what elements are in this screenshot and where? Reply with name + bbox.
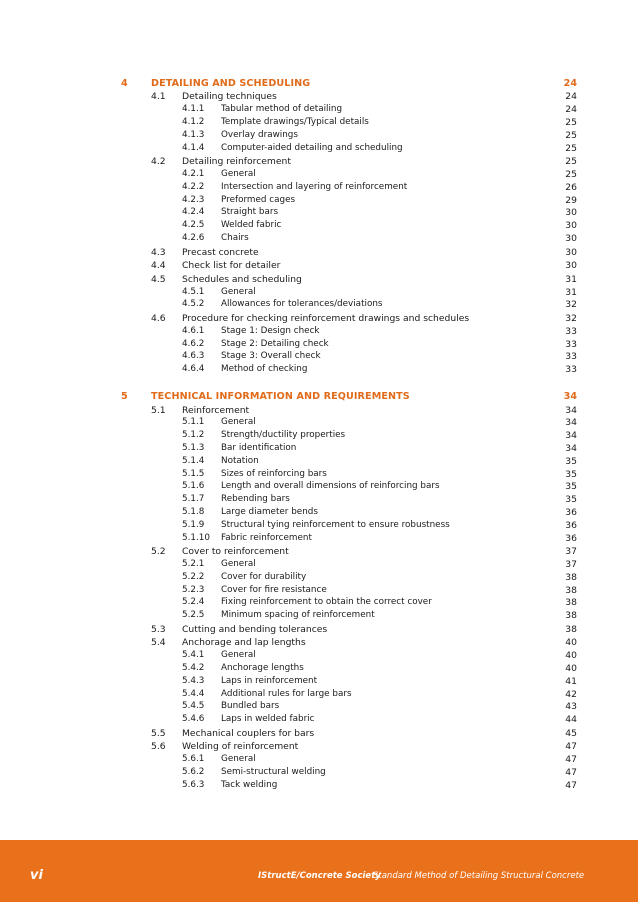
toc-subsection-row bbox=[0, 219, 638, 232]
toc-entry-title: Stage 3: Overall check bbox=[221, 351, 321, 362]
toc-entry-title: Check list for detailer bbox=[182, 260, 281, 272]
toc-entry-page: 42 bbox=[565, 688, 577, 700]
toc-subsection-row bbox=[0, 584, 638, 597]
toc-entry-page: 26 bbox=[565, 181, 577, 193]
toc-entry-title: Bar identification bbox=[221, 443, 297, 453]
toc-entry-title: Cover to reinforcement bbox=[182, 546, 289, 558]
toc-entry-number: 5.4.2 bbox=[182, 663, 205, 673]
toc-entry-page: 31 bbox=[565, 286, 577, 298]
toc-entry-page: 25 bbox=[565, 129, 577, 141]
toc-entry-number: 5.1.1 bbox=[182, 417, 205, 428]
toc-entry-title: General bbox=[221, 559, 256, 569]
toc-entry-title: Length and overall dimensions of reinforcing bars bbox=[221, 481, 440, 492]
toc-entry-title: Rebending bars bbox=[221, 494, 290, 505]
toc-entry-number: 5.6.2 bbox=[182, 767, 205, 777]
toc-entry-page: 25 bbox=[565, 169, 577, 180]
toc-entry-title: Template drawings/Typical details bbox=[221, 117, 369, 127]
toc-subsection-row bbox=[0, 338, 638, 351]
toc-subsection-row bbox=[0, 596, 638, 609]
toc-subsection-row bbox=[0, 571, 638, 584]
toc-entry-page: 47 bbox=[565, 754, 577, 766]
toc-entry-number: 4.1.1 bbox=[182, 104, 205, 115]
toc-entry-title: Anchorage lengths bbox=[221, 663, 304, 673]
toc-subsection-row bbox=[0, 506, 638, 519]
toc-section-row bbox=[0, 246, 638, 259]
toc-entry-page: 36 bbox=[565, 519, 577, 531]
toc-entry-number: 4 bbox=[121, 78, 128, 89]
footer-brand: IStructE/Concrete Society bbox=[258, 871, 381, 881]
toc-section-row bbox=[0, 623, 638, 636]
toc-entry-number: 5.6 bbox=[151, 741, 166, 753]
toc-entry-title: TECHNICAL INFORMATION AND REQUIREMENTS bbox=[151, 391, 410, 403]
toc-subsection-row bbox=[0, 298, 638, 311]
toc-entry-page: 43 bbox=[565, 701, 577, 713]
toc-entry-number: 4.2.2 bbox=[182, 181, 205, 192]
toc-entry-title: Laps in reinforcement bbox=[221, 675, 318, 686]
toc-entry-number: 5.1 bbox=[151, 404, 166, 416]
toc-entry-title: Precast concrete bbox=[182, 246, 259, 258]
toc-entry-number: 5.6.3 bbox=[182, 779, 205, 790]
toc-section-row bbox=[0, 740, 638, 753]
toc-subsection-row bbox=[0, 766, 638, 779]
toc-entry-number: 4.6.3 bbox=[182, 351, 205, 362]
toc-entry-page: 40 bbox=[565, 663, 577, 674]
toc-entry-number: 5.2.2 bbox=[182, 571, 205, 582]
toc-entry-title: Welding of reinforcement bbox=[182, 741, 299, 753]
toc-entry-number: 5.4 bbox=[151, 637, 166, 649]
toc-entry-page: 38 bbox=[565, 571, 577, 583]
toc-entry-title: Minimum spacing of reinforcement bbox=[221, 610, 375, 621]
toc-entry-number: 4.2.1 bbox=[182, 169, 205, 179]
toc-entry-number: 5.4.1 bbox=[182, 650, 205, 661]
toc-entry-number: 4.6 bbox=[151, 313, 166, 324]
toc-entry-title: Mechanical couplers for bars bbox=[182, 727, 315, 739]
toc-entry-title: General bbox=[221, 754, 256, 765]
toc-entry-number: 5.1.2 bbox=[182, 430, 205, 441]
toc-entry-number: 5.4.5 bbox=[182, 701, 205, 712]
toc-subsection-row bbox=[0, 325, 638, 338]
toc-entry-number: 5.2 bbox=[151, 546, 166, 558]
toc-entry-page: 34 bbox=[565, 430, 577, 442]
toc-entry-title: Fixing reinforcement to obtain the correct cover bbox=[221, 597, 432, 608]
toc-entry-page: 30 bbox=[565, 233, 577, 244]
toc-entry-page: 36 bbox=[565, 507, 577, 518]
toc-entry-number: 4.5.2 bbox=[182, 299, 205, 310]
toc-subsection-row bbox=[0, 103, 638, 116]
toc-subsection-row bbox=[0, 416, 638, 429]
toc-subsection-row bbox=[0, 700, 638, 713]
toc-entry-page: 35 bbox=[565, 481, 577, 493]
toc-section-row bbox=[0, 636, 638, 649]
toc-entry-number: 5.3 bbox=[151, 623, 166, 635]
toc-entry-number: 4.5 bbox=[151, 273, 166, 285]
toc-chapter-row bbox=[0, 390, 638, 403]
toc-subsection-row bbox=[0, 181, 638, 194]
toc-subsection-row bbox=[0, 609, 638, 622]
toc-entry-page: 25 bbox=[565, 117, 577, 128]
toc-entry-page: 29 bbox=[565, 194, 577, 206]
toc-entry-number: 5.6.1 bbox=[182, 754, 205, 765]
toc-entry-title: Notation bbox=[221, 455, 259, 466]
toc-section-row bbox=[0, 273, 638, 286]
toc-subsection-row bbox=[0, 468, 638, 481]
toc-entry-title: Method of checking bbox=[221, 364, 308, 375]
toc-entry-title: Laps in welded fabric bbox=[221, 714, 315, 725]
toc-entry-number: 4.6.2 bbox=[182, 338, 205, 349]
toc-subsection-row bbox=[0, 532, 638, 545]
toc-entry-number: 4.2 bbox=[151, 156, 166, 168]
toc-entry-page: 47 bbox=[565, 767, 577, 778]
toc-entry-page: 38 bbox=[565, 584, 577, 596]
toc-entry-page: 35 bbox=[565, 455, 577, 467]
toc-entry-number: 5 bbox=[121, 391, 128, 403]
toc-section-row bbox=[0, 90, 638, 103]
toc-entry-page: 30 bbox=[565, 220, 577, 232]
toc-subsection-row bbox=[0, 350, 638, 363]
toc-subsection-row bbox=[0, 168, 638, 181]
toc-entry-title: Semi-structural welding bbox=[221, 767, 326, 777]
toc-subsection-row bbox=[0, 519, 638, 532]
toc-entry-number: 5.2.3 bbox=[182, 584, 205, 595]
toc-entry-page: 33 bbox=[565, 351, 577, 363]
toc-entry-page: 24 bbox=[565, 104, 577, 116]
toc-entry-page: 47 bbox=[565, 779, 577, 791]
toc-entry-title: Reinforcement bbox=[182, 404, 250, 416]
toc-subsection-row bbox=[0, 194, 638, 207]
toc-entry-number: 4.1.3 bbox=[182, 129, 205, 140]
toc-entry-page: 38 bbox=[565, 597, 577, 609]
toc-entry-page: 24 bbox=[565, 91, 577, 103]
toc-chapter-row bbox=[0, 77, 638, 90]
toc-entry-title: Bundled bars bbox=[221, 701, 280, 712]
toc-section-row bbox=[0, 312, 638, 325]
toc-entry-title: Tack welding bbox=[221, 779, 278, 790]
toc-entry-title: Strength/ductility properties bbox=[221, 430, 346, 441]
toc-entry-title: General bbox=[221, 286, 256, 297]
toc-entry-number: 4.2.4 bbox=[182, 207, 205, 218]
toc-entry-title: Additional rules for large bars bbox=[221, 688, 352, 699]
toc-entry-page: 41 bbox=[565, 675, 577, 687]
toc-subsection-row bbox=[0, 713, 638, 726]
toc-entry-page: 31 bbox=[565, 273, 577, 285]
toc-entry-number: 4.1.4 bbox=[182, 142, 205, 153]
toc-entry-number: 4.6.1 bbox=[182, 325, 205, 336]
toc-entry-number: 5.2.5 bbox=[182, 610, 205, 621]
toc-entry-number: 4.2.3 bbox=[182, 194, 205, 205]
toc-subsection-row bbox=[0, 129, 638, 142]
toc-entry-page: 34 bbox=[565, 443, 577, 454]
toc-entry-page: 32 bbox=[565, 299, 577, 311]
toc-section-row bbox=[0, 727, 638, 740]
toc-entry-page: 30 bbox=[565, 207, 577, 219]
toc-entry-number: 5.5 bbox=[151, 727, 166, 739]
toc-entry-title: Intersection and layering of reinforcement bbox=[221, 181, 408, 192]
toc-entry-number: 5.2.1 bbox=[182, 559, 205, 569]
toc-entry-title: DETAILING AND SCHEDULING bbox=[151, 78, 311, 89]
toc-entry-page: 38 bbox=[565, 610, 577, 622]
toc-entry-number: 5.2.4 bbox=[182, 597, 205, 608]
toc-entry-title: Welded fabric bbox=[221, 220, 282, 231]
toc-entry-title: Detailing techniques bbox=[182, 91, 277, 103]
toc-entry-page: 37 bbox=[565, 546, 577, 558]
toc-entry-title: Fabric reinforcement bbox=[221, 532, 312, 543]
toc-entry-title: Stage 1: Design check bbox=[221, 325, 320, 336]
toc-entry-title: Procedure for checking reinforcement drawings and schedules bbox=[182, 313, 470, 324]
toc-entry-number: 5.4.4 bbox=[182, 688, 205, 699]
toc-entry-page: 40 bbox=[565, 637, 577, 649]
toc-entry-page: 34 bbox=[563, 391, 577, 403]
toc-entry-page: 33 bbox=[565, 325, 577, 337]
toc-entry-number: 4.5.1 bbox=[182, 286, 205, 297]
toc-entry-page: 25 bbox=[565, 142, 577, 154]
toc-subsection-row bbox=[0, 688, 638, 701]
toc-entry-title: Allowances for tolerances/deviations bbox=[221, 299, 383, 310]
toc-entry-title: Straight bars bbox=[221, 207, 279, 218]
toc-entry-title: Cover for fire resistance bbox=[221, 584, 327, 595]
toc-entry-number: 4.4 bbox=[151, 260, 166, 272]
toc-entry-number: 5.4.6 bbox=[182, 714, 205, 725]
toc-entry-number: 5.4.3 bbox=[182, 675, 205, 686]
footer-document-title: Standard Method of Detailing Structural Concrete bbox=[373, 871, 585, 881]
toc-section-row bbox=[0, 155, 638, 168]
toc-entry-number: 5.1.8 bbox=[182, 507, 205, 517]
toc-entry-title: Cover for durability bbox=[221, 571, 307, 582]
toc-entry-title: Detailing reinforcement bbox=[182, 156, 291, 168]
toc-entry-page: 33 bbox=[565, 338, 577, 350]
toc-subsection-row bbox=[0, 753, 638, 766]
toc-subsection-row bbox=[0, 558, 638, 571]
toc-entry-page: 32 bbox=[565, 313, 577, 324]
toc-entry-page: 45 bbox=[565, 727, 577, 739]
toc-entry-title: General bbox=[221, 417, 256, 428]
toc-entry-number: 4.6.4 bbox=[182, 364, 205, 375]
toc-entry-page: 37 bbox=[565, 559, 577, 570]
toc-subsection-row bbox=[0, 429, 638, 442]
toc-entry-page: 34 bbox=[565, 404, 577, 416]
toc-subsection-row bbox=[0, 649, 638, 662]
toc-entry-number: 5.1.7 bbox=[182, 494, 205, 505]
toc-subsection-row bbox=[0, 442, 638, 455]
toc-subsection-row bbox=[0, 206, 638, 219]
toc-entry-number: 5.1.3 bbox=[182, 443, 205, 453]
toc-entry-page: 34 bbox=[565, 417, 577, 429]
toc-entry-title: Cutting and bending tolerances bbox=[182, 623, 328, 635]
toc-entry-number: 4.2.5 bbox=[182, 220, 205, 231]
toc-subsection-row bbox=[0, 493, 638, 506]
toc-entry-number: 4.1.2 bbox=[182, 117, 205, 127]
toc-entry-page: 36 bbox=[565, 532, 577, 544]
toc-subsection-row bbox=[0, 116, 638, 129]
toc-entry-number: 4.2.6 bbox=[182, 233, 205, 243]
page-number: vi bbox=[30, 868, 43, 883]
toc-entry-page: 35 bbox=[565, 494, 577, 506]
page-footer bbox=[0, 840, 638, 902]
toc-entry-title: Stage 2: Detailing check bbox=[221, 338, 329, 349]
toc-subsection-row bbox=[0, 779, 638, 792]
toc-subsection-row bbox=[0, 232, 638, 245]
toc-section-row bbox=[0, 545, 638, 558]
toc-entry-page: 25 bbox=[565, 156, 577, 168]
toc-entry-page: 24 bbox=[563, 78, 577, 89]
toc-subsection-row bbox=[0, 480, 638, 493]
toc-section-row bbox=[0, 404, 638, 417]
toc-subsection-row bbox=[0, 662, 638, 675]
toc-section-row bbox=[0, 259, 638, 272]
toc-entry-title: Schedules and scheduling bbox=[182, 273, 302, 285]
toc-entry-page: 30 bbox=[565, 246, 577, 258]
toc-entry-number: 5.1.10 bbox=[182, 532, 210, 543]
toc-entry-page: 47 bbox=[565, 741, 577, 753]
toc-entry-number: 5.1.9 bbox=[182, 519, 205, 530]
toc-entry-number: 4.3 bbox=[151, 246, 166, 258]
toc-subsection-row bbox=[0, 142, 638, 155]
toc-entry-title: General bbox=[221, 650, 256, 661]
toc-entry-title: Sizes of reinforcing bars bbox=[221, 468, 327, 479]
toc-entry-page: 44 bbox=[565, 714, 577, 726]
toc-entry-number: 4.1 bbox=[151, 91, 166, 103]
toc-subsection-row bbox=[0, 455, 638, 468]
toc-entry-title: Computer-aided detailing and scheduling bbox=[221, 142, 403, 153]
toc-entry-number: 5.1.5 bbox=[182, 468, 205, 479]
toc-entry-title: Large diameter bends bbox=[221, 507, 318, 517]
toc-entry-page: 30 bbox=[565, 260, 577, 272]
toc-subsection-row bbox=[0, 286, 638, 299]
toc-entry-title: Anchorage and lap lengths bbox=[182, 637, 306, 649]
toc-entry-title: Tabular method of detailing bbox=[221, 104, 343, 115]
toc-entry-page: 40 bbox=[565, 650, 577, 662]
toc-entry-title: Overlay drawings bbox=[221, 129, 298, 140]
toc-entry-page: 35 bbox=[565, 468, 577, 480]
toc-entry-page: 38 bbox=[565, 623, 577, 635]
toc-subsection-row bbox=[0, 675, 638, 688]
toc-entry-title: Structural tying reinforcement to ensure robustness bbox=[221, 519, 450, 530]
toc-entry-title: General bbox=[221, 169, 256, 179]
toc-subsection-row bbox=[0, 363, 638, 376]
toc-entry-title: Chairs bbox=[221, 233, 249, 243]
toc-entry-number: 5.1.6 bbox=[182, 481, 205, 492]
toc-entry-page: 33 bbox=[565, 364, 577, 376]
toc-entry-number: 5.1.4 bbox=[182, 455, 205, 466]
toc-entry-title: Preformed cages bbox=[221, 194, 296, 205]
